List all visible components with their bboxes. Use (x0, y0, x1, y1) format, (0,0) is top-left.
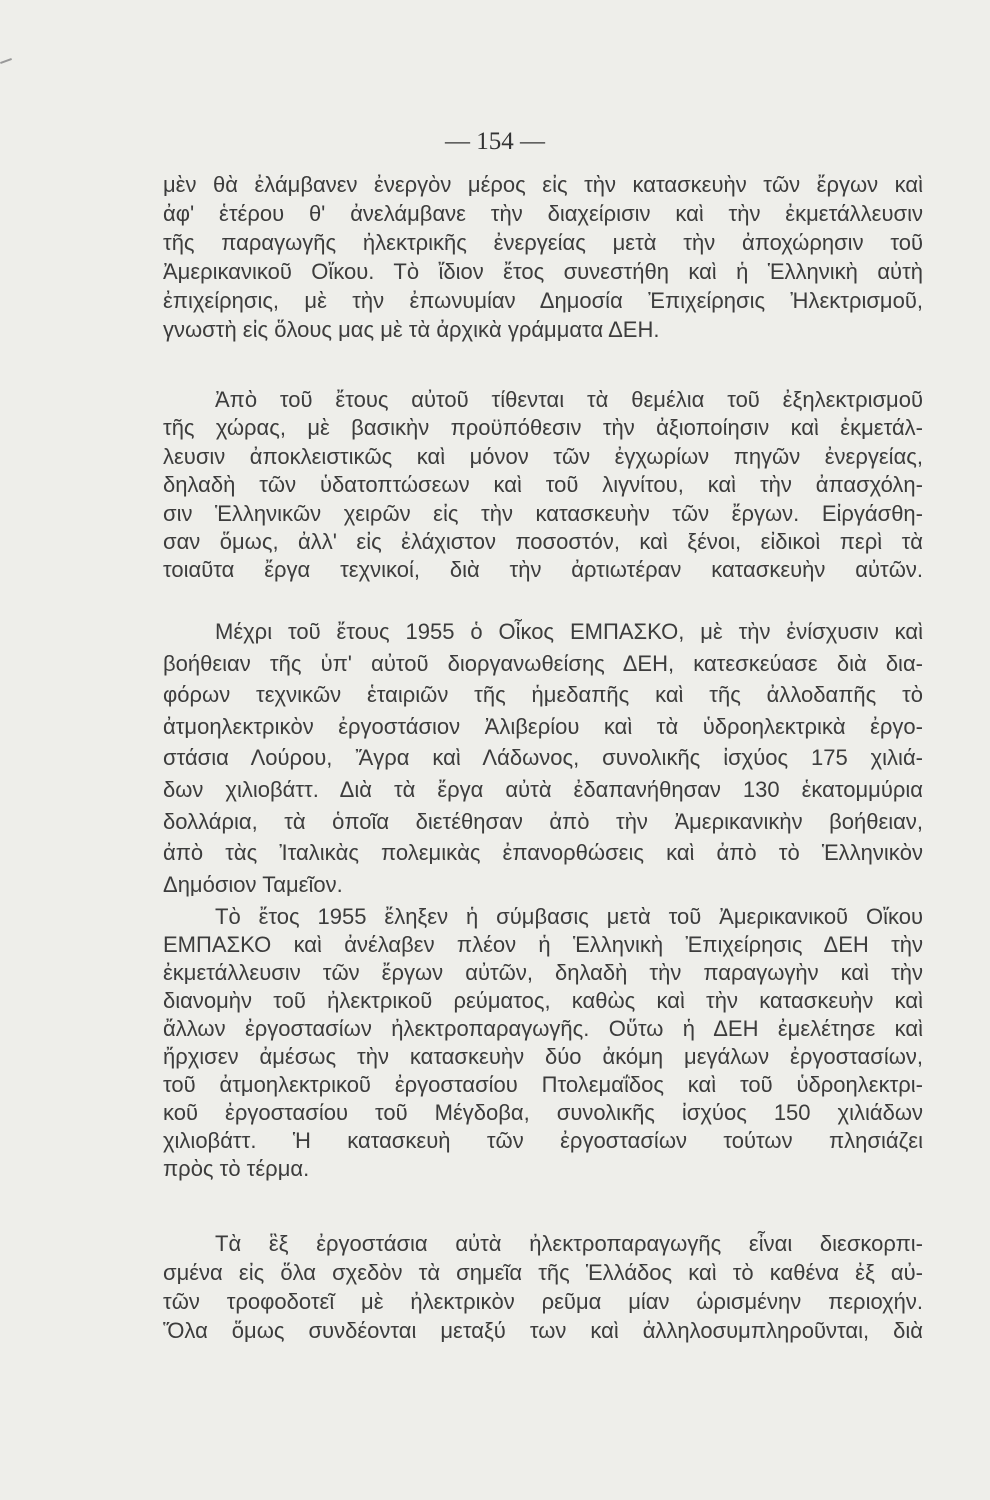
text-line: κοῦ ἐργοστασίου τοῦ Μέγδοβα, συνολικῆς ἰσχύος 150 χιλιάδων (163, 1100, 923, 1125)
text-line: ἐκμετάλλευσιν τῶν ἔργων αὐτῶν, δηλαδὴ τὴν παραγωγὴν καὶ τὴν (163, 960, 923, 985)
text-line: χιλιοβάττ. Ἡ κατασκευὴ τῶν ἐργοστασίων τούτων πλησιάζει (163, 1128, 923, 1153)
text-line: ἀπὸ τὰς Ἰταλικὰς πολεμικὰς ἐπανορθώσεις καὶ ἀπὸ τὸ Ἑλληνικὸν (163, 840, 923, 866)
text-line: τῆς παραγωγῆς ἠλεκτρικῆς ἐνεργείας μετὰ τὴν ἀποχώρησιν τοῦ (163, 230, 923, 255)
text-line: ἤρχισεν ἀμέσως τὴν κατασκευὴν δύο ἀκόμη μεγάλων ἐργοστασίων, (163, 1044, 923, 1069)
text-line: πρὸς τὸ τέρμα. (163, 1156, 310, 1181)
paragraph (163, 386, 923, 585)
text-line: τοῦ ἀτμοηλεκτρικοῦ ἐργοστασίου Πτολεμαΐδος καὶ τοῦ ὑδροηλεκτρι- (163, 1072, 923, 1097)
scan-edge-mark (0, 58, 12, 64)
text-line: ἐπιχείρησις, μὲ τὴν ἐπωνυμίαν Δημοσία Ἐπιχείρησις Ἠλεκτρισμοῦ, (163, 288, 923, 313)
text-line: Ἀμερικανικοῦ Οἴκου. Τὸ ἴδιον ἔτος συνεστήθη καὶ ἡ Ἑλληνικὴ αὐτὴ (163, 259, 923, 284)
text-line: Μέχρι τοῦ ἔτους 1955 ὁ Οἶκος ΕΜΠΑΣΚΟ, μὲ τὴν ἐνίσχυσιν καὶ (215, 619, 923, 644)
text-line: δων χιλιοβάττ. Διὰ τὰ ἔργα αὐτὰ ἐδαπανήθησαν 130 ἑκατομμύρια (163, 776, 923, 802)
text-line: τῶν τροφοδοτεῖ μὲ ἠλεκτρικὸν ρεῦμα μίαν ὡρισμένην περιοχήν. (163, 1289, 923, 1314)
text-line: διανομὴν τοῦ ἠλεκτρικοῦ ρεύματος, καθὼς καὶ τὴν κατασκευὴν καὶ (163, 988, 923, 1013)
text-line: Δημόσιον Ταμεῖον. (163, 871, 343, 897)
text-line: ἀτμοηλεκτρικὸν ἐργοστάσιον Ἀλιβερίου καὶ τὰ ὑδροηλεκτρικὰ ἐργο- (163, 713, 923, 739)
text-line: τοιαῦτα ἔργα τεχνικοί, διὰ τὴν ἀρτιωτέραν κατασκευὴν αὐτῶν. (163, 557, 923, 583)
text-line: μὲν θὰ ἐλάμβανεν ἐνεργὸν μέρος εἰς τὴν κατασκευὴν τῶν ἔργων καὶ (163, 172, 923, 197)
text-line: λευσιν ἀποκλειστικῶς καὶ μόνον τῶν ἐγχωρίων πηγῶν ἐνεργείας, (163, 443, 923, 469)
text-line: φόρων τεχνικῶν ἑταιριῶν τῆς ἡμεδαπῆς καὶ τῆς ἀλλοδαπῆς τὸ (163, 682, 923, 708)
paragraph (163, 616, 923, 900)
text-line: Ὅλα ὅμως συνδέονται μεταξύ των καὶ ἀλληλοσυμπληροῦνται, διὰ (163, 1318, 923, 1343)
text-line: ΕΜΠΑΣΚΟ καὶ ἀνέλαβεν πλέον ἡ Ἑλληνικὴ Ἐπιχείρησις ΔΕΗ τὴν (163, 932, 923, 957)
text-line: Τὰ ἓξ ἐργοστάσια αὐτὰ ἠλεκτροπαραγωγῆς εἶναι διεσκορπι- (215, 1231, 923, 1256)
text-line: σμένα εἰς ὅλα σχεδὸν τὰ σημεῖα τῆς Ἑλλάδος καὶ τὸ καθένα ἐξ αὐ- (163, 1260, 923, 1285)
text-line: σιν Ἑλληνικῶν χειρῶν εἰς τὴν κατασκευὴν τῶν ἔργων. Εἰργάσθη- (163, 500, 923, 526)
text-line: Ἀπὸ τοῦ ἔτους αὐτοῦ τίθενται τὰ θεμέλια τοῦ ἐξηλεκτρισμοῦ (215, 387, 923, 412)
text-line: Τὸ ἔτος 1955 ἔληξεν ἡ σύμβασις μετὰ τοῦ Ἀμερικανικοῦ Οἴκου (215, 904, 923, 929)
paragraph (163, 903, 923, 1183)
text-line: ἄλλων ἐργοστασίων ἠλεκτροπαραγωγῆς. Οὕτω ἡ ΔΕΗ ἐμελέτησε καὶ (163, 1016, 923, 1041)
page-number: — 154 — (445, 128, 545, 155)
text-line: σαν ὅμως, ἀλλ' εἰς ἐλάχιστον ποσοστόν, καὶ ξένοι, εἰδικοὶ περὶ τὰ (163, 528, 923, 554)
text-line: τῆς χώρας, μὲ βασικὴν προϋπόθεσιν τὴν ἀξιοποίησιν καὶ ἐκμετάλ- (163, 415, 923, 441)
text-line: γνωστὴ εἰς ὅλους μας μὲ τὰ ἀρχικὰ γράμματα ΔΕΗ. (163, 317, 660, 342)
text-line: δηλαδὴ τῶν ὑδατοπτώσεων καὶ τοῦ λιγνίτου, καὶ τὴν ἀπασχόλη- (163, 472, 923, 498)
paragraph (163, 170, 923, 344)
text-line: βοήθειαν τῆς ὑπ' αὐτοῦ διοργανωθείσης ΔΕΗ, κατεσκεύασε διὰ δια- (163, 650, 923, 676)
text-line: ἀφ' ἑτέρου θ' ἀνελάμβανε τὴν διαχείρισιν καὶ τὴν ἐκμετάλλευσιν (163, 201, 923, 226)
paragraph (163, 1229, 923, 1345)
text-line: δολλάρια, τὰ ὁποῖα διετέθησαν ἀπὸ τὴν Ἀμερικανικὴν βοήθειαν, (163, 808, 923, 834)
text-line: στάσια Λούρου, Ἄγρα καὶ Λάδωνος, συνολικῆς ἰσχύος 175 χιλιά- (163, 745, 923, 771)
